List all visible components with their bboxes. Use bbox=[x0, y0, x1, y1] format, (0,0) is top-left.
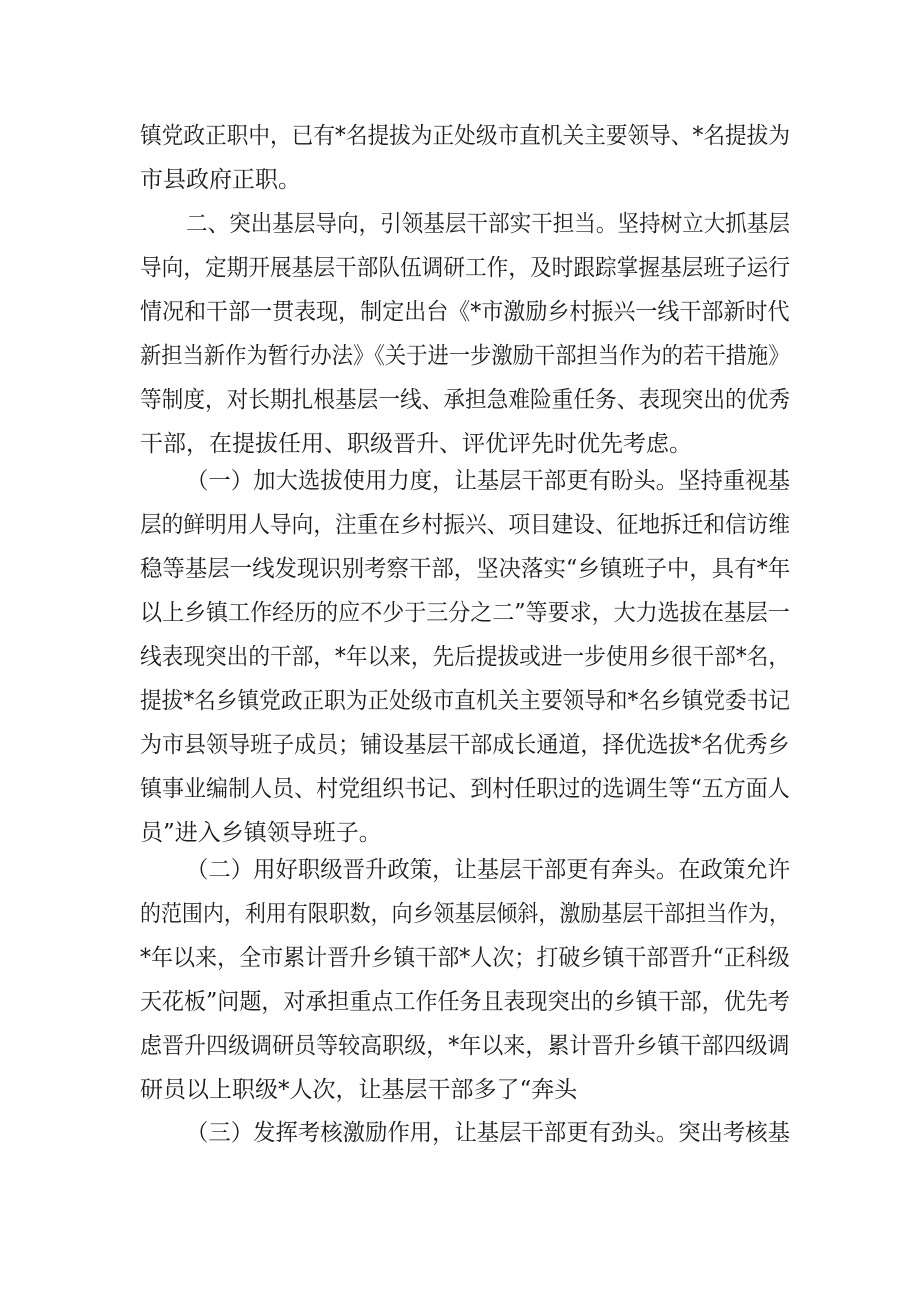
text-line: 线表现突出的干部，*年以来，先后提拔或进一步使用乡很干部*名， bbox=[140, 644, 790, 670]
text-line: 镇事业编制人员、村党组织书记、到村任职过的选调生等“五方面人 bbox=[140, 776, 790, 802]
text-line: 天花板”问题，对承担重点工作任务且表现突出的乡镇干部，优先考 bbox=[140, 989, 790, 1015]
text-line: （二）用好职级晋升政策，让基层干部更有奔头。在政策允许 bbox=[186, 857, 790, 883]
text-line: 研员以上职级*人次，让基层干部多了“奔头 bbox=[140, 1077, 578, 1103]
text-line: 等制度，对长期扎根基层一线、承担急难险重任务、表现突出的优秀 bbox=[140, 387, 790, 413]
text-line: *年以来，全市累计晋升乡镇干部*人次；打破乡镇干部晋升“正科级 bbox=[140, 945, 790, 971]
text-line: 提拔*名乡镇党政正职为正处级市直机关主要领导和*名乡镇党委书记 bbox=[140, 688, 790, 714]
text-line: 镇党政正职中，已有*名提拔为正处级市直机关主要领导、*名提拔为 bbox=[140, 123, 790, 149]
text-line: 干部，在提拔任用、职级晋升、评优评先时优先考虑。 bbox=[140, 431, 692, 457]
text-line: 员”进入乡镇领导班子。 bbox=[140, 820, 382, 846]
text-line: （三）发挥考核激励作用，让基层干部更有劲头。突出考核基 bbox=[186, 1120, 790, 1146]
text-line: 为市县领导班子成员；铺设基层干部成长通道，择优选拔*名优秀乡 bbox=[140, 732, 790, 758]
text-line: 层的鲜明用人导向，注重在乡村振兴、项目建设、征地拆迁和信访维 bbox=[140, 512, 790, 538]
text-line: 导向，定期开展基层干部队伍调研工作，及时跟踪掌握基层班子运行 bbox=[140, 255, 790, 281]
text-line: 虑晋升四级调研员等较高职级，*年以来，累计晋升乡镇干部四级调 bbox=[140, 1033, 790, 1059]
text-line: 情况和干部一贯表现，制定出台《*市激励乡村振兴一线干部新时代 bbox=[140, 299, 790, 325]
text-line: 市县政府正职。 bbox=[140, 167, 301, 193]
text-line: 新担当新作为暂行办法》《关于进一步激励干部担当作为的若干措施》 bbox=[140, 343, 790, 369]
text-line: （一）加大选拔使用力度，让基层干部更有盼头。坚持重视基 bbox=[186, 468, 790, 494]
text-line: 以上乡镇工作经历的应不少于三分之二”等要求，大力选拔在基层一 bbox=[140, 600, 790, 626]
text-line: 的范围内，利用有限职数，向乡领基层倾斜，激励基层干部担当作为， bbox=[140, 901, 790, 927]
text-line: 二、突出基层导向，引领基层干部实干担当。坚持树立大抓基层 bbox=[186, 211, 791, 237]
text-line: 稳等基层一线发现识别考察干部，坚决落实“乡镇班子中，具有*年 bbox=[140, 556, 791, 582]
